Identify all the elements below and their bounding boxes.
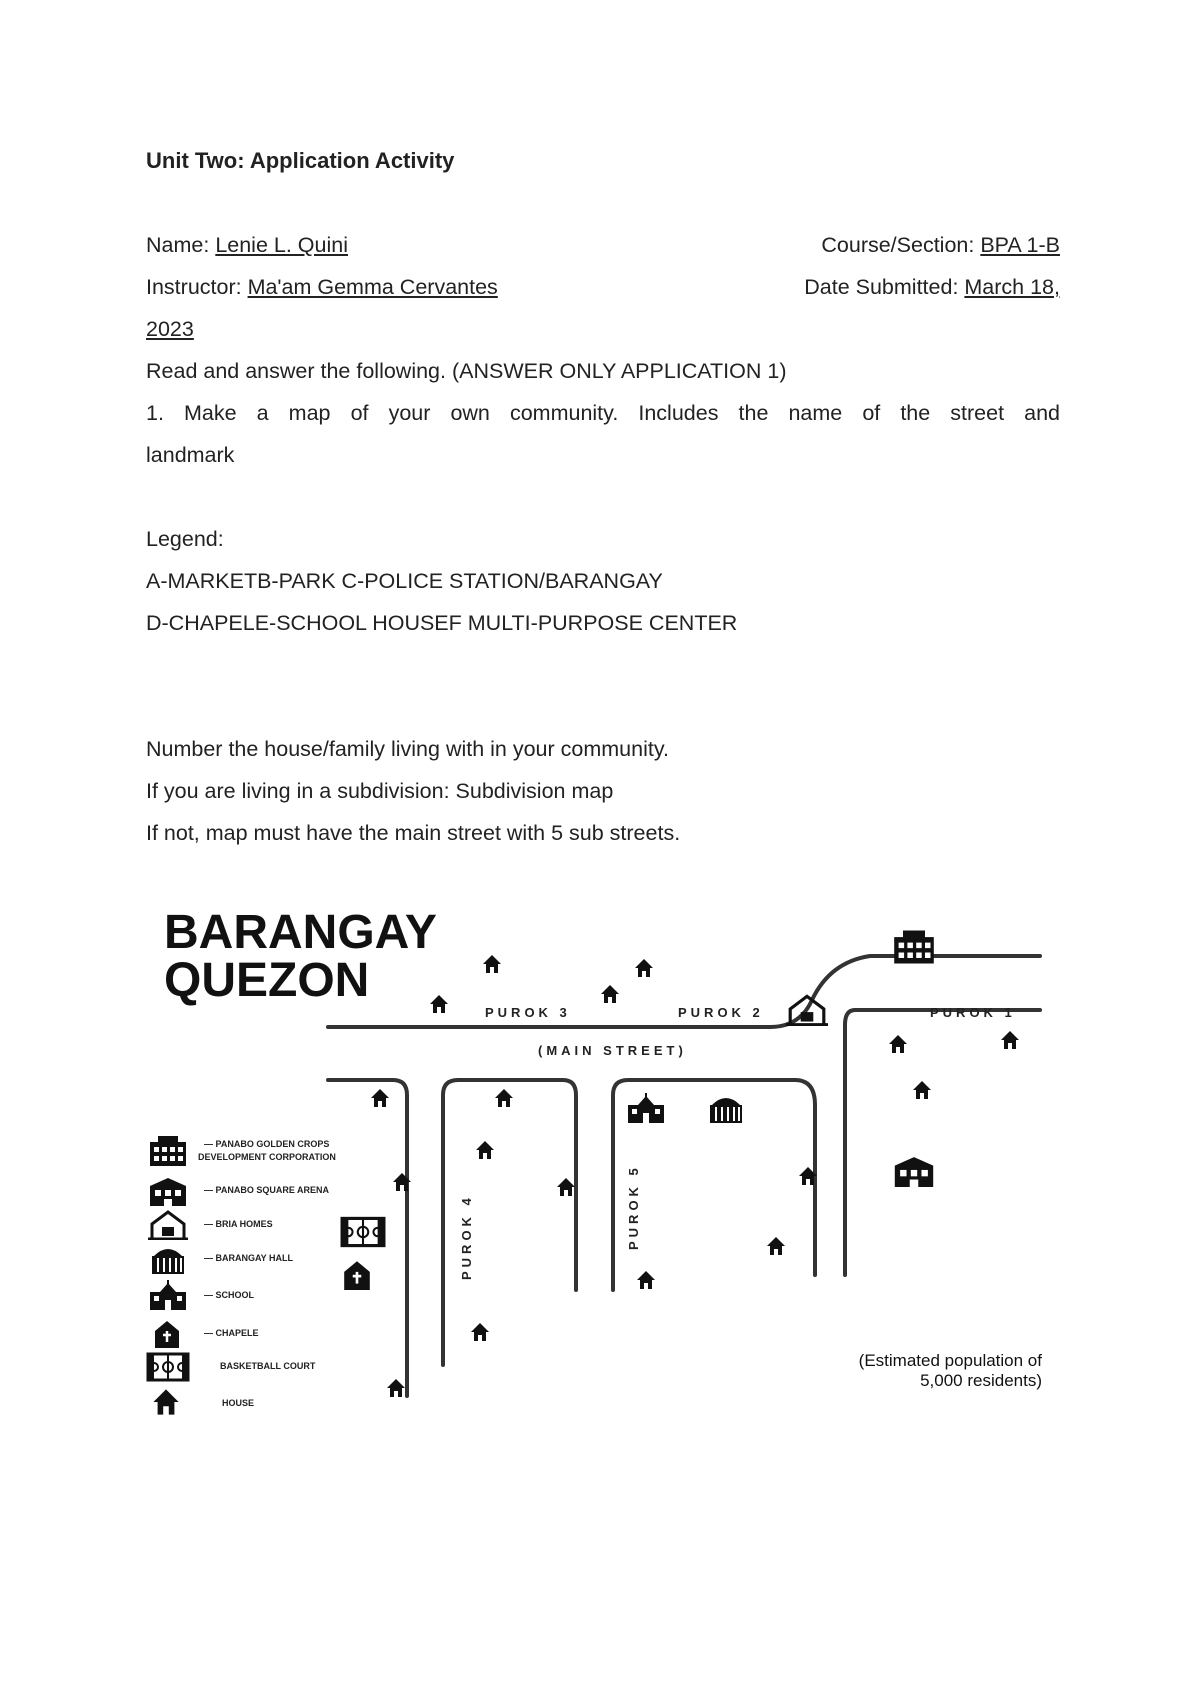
course-label: Course/Section: bbox=[821, 233, 981, 257]
legend-school-icon bbox=[150, 1280, 186, 1310]
q1-word: your bbox=[388, 401, 431, 425]
date-line bbox=[804, 274, 1060, 300]
course-value: BPA 1-B bbox=[980, 233, 1060, 257]
house-icon bbox=[471, 1323, 489, 1341]
q1-word: own bbox=[450, 401, 490, 425]
house-icon bbox=[913, 1081, 931, 1099]
school-icon bbox=[628, 1093, 664, 1123]
legend-school-label: — SCHOOL bbox=[204, 1290, 255, 1300]
house-icon bbox=[889, 1035, 907, 1053]
date-year: 2023 bbox=[146, 317, 194, 341]
house-icon bbox=[601, 985, 619, 1003]
population-line-2: 5,000 residents) bbox=[920, 1371, 1042, 1390]
legend-hall-icon bbox=[152, 1249, 184, 1274]
q1-word: name bbox=[788, 401, 843, 425]
instructor-label: Instructor: bbox=[146, 275, 248, 299]
house-icon bbox=[767, 1237, 785, 1255]
date-label: Date Submitted: bbox=[804, 275, 965, 299]
date-value: March 18, bbox=[964, 275, 1060, 299]
legend-bria-label: — BRIA HOMES bbox=[204, 1219, 273, 1229]
house-icon bbox=[371, 1089, 389, 1107]
q1-word: 1. bbox=[146, 401, 164, 425]
instructions: Read and answer the following. (ANSWER ONLY APPLICATION 1) bbox=[146, 359, 787, 383]
legend-arena-label: — PANABO SQUARE ARENA bbox=[204, 1185, 330, 1195]
house-icon bbox=[635, 959, 653, 977]
basketball-court-icon bbox=[342, 1218, 384, 1245]
q1-word: of bbox=[350, 401, 369, 425]
q1-word: Make bbox=[184, 401, 237, 425]
house-icon bbox=[557, 1178, 575, 1196]
map-title-line-2: QUEZON bbox=[164, 954, 370, 1007]
q1-word: street bbox=[950, 401, 1005, 425]
house-icon bbox=[637, 1271, 655, 1289]
q1-word: community. bbox=[509, 401, 619, 425]
purok-1-label: PUROK 1 bbox=[930, 1005, 1016, 1020]
legend-chapel-label: — CHAPELE bbox=[204, 1328, 259, 1338]
map-title-line-1: BARANGAY bbox=[164, 906, 437, 959]
name-value: Lenie L. Quini bbox=[215, 233, 348, 257]
main-street-label: (MAIN STREET) bbox=[538, 1043, 687, 1058]
legend-house-icon bbox=[153, 1389, 178, 1414]
purok-3-label: PUROK 3 bbox=[485, 1005, 571, 1020]
q1-word: the bbox=[900, 401, 931, 425]
instructor-line bbox=[146, 274, 498, 300]
q1-word: map bbox=[288, 401, 331, 425]
chapel-icon bbox=[344, 1261, 370, 1290]
name-label: Name: bbox=[146, 233, 216, 257]
q1-word: and bbox=[1024, 401, 1060, 425]
question-1-line-2: landmark bbox=[146, 443, 235, 467]
legend-chapel-icon bbox=[155, 1321, 179, 1348]
legend-hall-label: — BARANGAY HALL bbox=[204, 1253, 294, 1263]
house-icon bbox=[387, 1379, 405, 1397]
q1-word: a bbox=[256, 401, 269, 425]
house-icon bbox=[430, 995, 448, 1013]
panabo-square-arena-icon bbox=[895, 1157, 933, 1187]
legend-panabo-line-2: DEVELOPMENT CORPORATION bbox=[198, 1152, 336, 1162]
purok-1-road-upper bbox=[845, 1010, 1040, 1275]
legend-building-icon bbox=[150, 1136, 186, 1166]
legend-panabo-line-1: — PANABO GOLDEN CROPS bbox=[204, 1139, 330, 1149]
population-line-1: (Estimated population of bbox=[858, 1351, 1042, 1370]
legend-arena-icon bbox=[150, 1178, 186, 1206]
name-line bbox=[146, 232, 348, 258]
note-3: If not, map must have the main street with 5 sub streets. bbox=[146, 821, 681, 845]
note-2: If you are living in a subdivision: Subdivision map bbox=[146, 779, 614, 803]
legend-court-label: BASKETBALL COURT bbox=[220, 1361, 316, 1371]
q1-word: Includes bbox=[638, 401, 719, 425]
question-1-line bbox=[146, 400, 1060, 426]
legend-homes-icon bbox=[148, 1212, 188, 1240]
note-1: Number the house/family living with in your community. bbox=[146, 737, 669, 761]
legend-line-2: D-CHAPELE-SCHOOL HOUSEF MULTI-PURPOSE CENTER bbox=[146, 611, 738, 635]
instructor-value: Ma'am Gemma Cervantes bbox=[247, 275, 498, 299]
house-icon bbox=[476, 1141, 494, 1159]
legend-line-1: A-MARKETB-PARK C-POLICE STATION/BARANGAY bbox=[146, 569, 663, 593]
house-icon bbox=[495, 1089, 513, 1107]
legend-house-label: HOUSE bbox=[222, 1398, 255, 1408]
q1-word: the bbox=[738, 401, 769, 425]
date-year-line bbox=[146, 316, 194, 342]
legend-court-icon bbox=[148, 1354, 188, 1380]
page-title: Unit Two: Application Activity bbox=[146, 148, 455, 173]
purok-2-label: PUROK 2 bbox=[678, 1005, 764, 1020]
panabo-golden-crops-icon bbox=[894, 931, 934, 964]
purok-5-label: PUROK 5 bbox=[626, 1164, 641, 1250]
q1-word: of bbox=[862, 401, 881, 425]
community-map bbox=[140, 890, 1070, 1420]
legend-label: Legend: bbox=[146, 527, 224, 551]
course-line bbox=[821, 232, 1060, 258]
barangay-hall-icon bbox=[710, 1098, 742, 1123]
purok-4-label: PUROK 4 bbox=[459, 1194, 474, 1280]
house-icon bbox=[1001, 1031, 1019, 1049]
house-icon bbox=[483, 955, 501, 973]
